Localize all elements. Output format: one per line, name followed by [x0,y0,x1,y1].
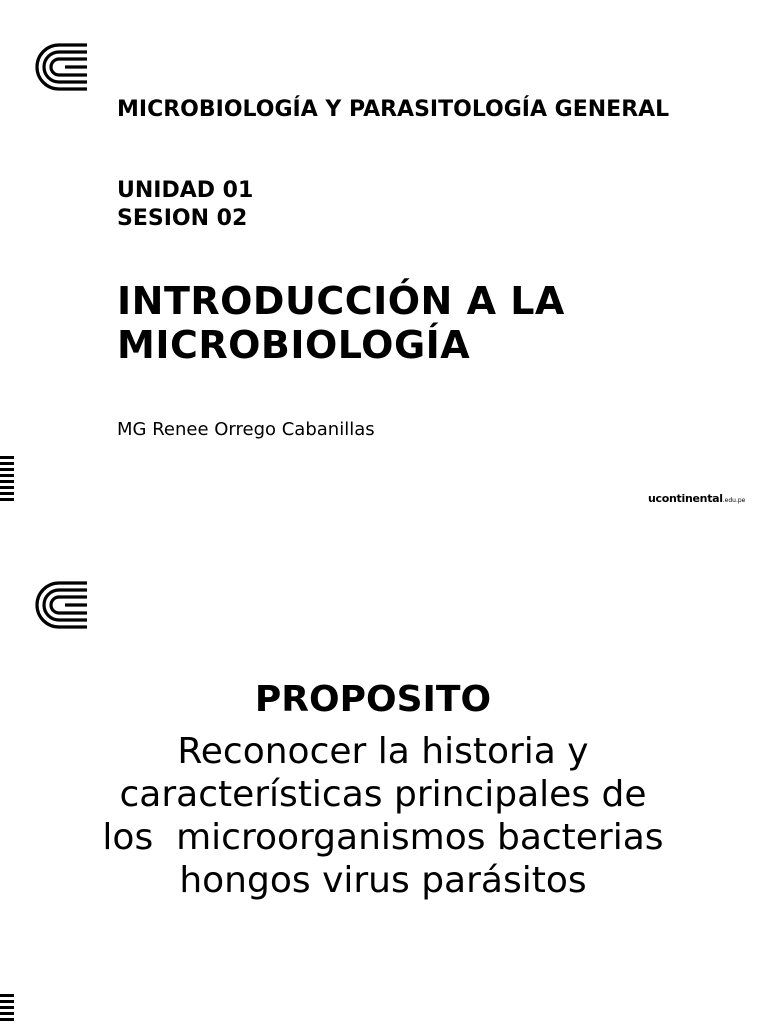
side-stripes-icon [0,994,14,1024]
purpose-line: hongos virus parásitos [179,860,587,901]
unit-label: UNIDAD 01 [117,178,254,203]
purpose-line: los microorganismos bacterias [102,817,664,858]
purpose-line: características principales de [119,774,647,815]
brand-footer [648,492,745,505]
purpose-heading: PROPOSITO [254,679,492,720]
purpose-text [20,730,746,902]
course-title: MICROBIOLOGÍA Y PARASITOLOGÍA GENERAL [117,97,670,122]
purpose-line: Reconocer la historia y [177,731,589,772]
session-label: SESION 02 [117,206,248,231]
purpose-slide [0,538,768,1024]
continental-logo-icon [35,42,89,92]
author-name: MG Renee Orrego Cabanillas [117,419,375,440]
continental-logo-icon [35,580,89,630]
brand-suffix: .edu.pe [722,497,746,504]
main-title: INTRODUCCIÓN A LA MICROBIOLOGÍA [117,279,565,367]
side-stripes-icon [0,456,14,506]
brand-name: ucontinental [648,492,723,505]
